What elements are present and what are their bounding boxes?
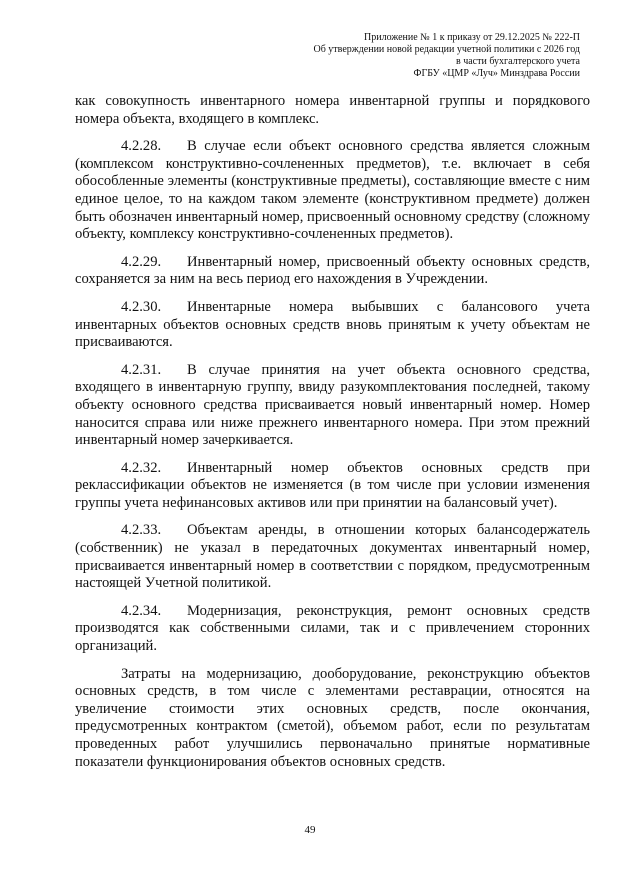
header-line: в части бухгалтерского учета: [455, 56, 580, 67]
paragraph-text: Инвентарные номера выбывших с балансового учета инвентарных объектов основных средств вновь принятым к учету объектам не присваиваются.: [75, 298, 590, 351]
page-number: 49: [304, 824, 316, 836]
paragraph-4-2-30: [75, 299, 590, 352]
paragraph: [75, 93, 590, 128]
paragraph-4-2-34: [75, 603, 590, 656]
clause-number: 4.2.28.: [121, 138, 162, 155]
paragraph-4-2-31: [75, 362, 590, 450]
paragraph-text: Инвентарный номер, присвоенный объекту основных средств, сохраняется за ним на весь период его нахождения в Учреждении.: [75, 253, 590, 288]
paragraph-4-2-29: [75, 254, 590, 289]
paragraph: [75, 666, 590, 772]
paragraph-text: Объектам аренды, в отношении которых балансодержатель (собственник) не указал в передаточных документах инвентарный номер, присваивается инвентарный номер в соответствии с порядком, предусмотренным настоящей Учетной политикой.: [75, 522, 590, 592]
paragraph-4-2-33: [75, 522, 590, 592]
page-header: [314, 32, 581, 80]
header-line: Приложение № 1 к приказу от 29.12.2025 № 222-П: [364, 32, 580, 43]
clause-number: 4.2.34.: [121, 602, 162, 619]
document-body: [75, 93, 590, 781]
paragraph-4-2-28: [75, 138, 590, 244]
header-line: ФГБУ «ЦМР «Луч» Минздрава России: [413, 68, 580, 79]
clause-number: 4.2.33.: [121, 522, 162, 539]
paragraph-4-2-32: [75, 460, 590, 513]
clause-number: 4.2.30.: [121, 298, 162, 315]
paragraph-text: как совокупность инвентарного номера инвентарной группы и порядкового номера объекта, входящего в комплекс.: [75, 93, 590, 127]
paragraph-text: Инвентарный номер объектов основных средств при реклассификации объектов не изменяется (в том числе при условии изменения группы учета нефинансовых активов или при принятии на балансовый учет).: [75, 459, 590, 511]
paragraph-text: В случае если объект основного средства является сложным (комплексом конструктивно-сочлененных предметов), т.е. включает в себя обособленные элементы (конструктивные предметы), составляющие вместе с ним единое целое, то на каждом таком элементе (конструктивном предмете) должен быть обозначен инвентарный номер, присвоенный основному средству (сложному объекту, комплексу конструктивно-сочлененных предметов).: [75, 138, 590, 243]
header-line: Об утверждении новой редакции учетной политики с 2026 год: [313, 44, 580, 55]
paragraph-text: Затраты на модернизацию, дооборудование, реконструкцию объектов основных средств, в том числе с элементами реставрации, относятся на увеличение стоимости этих основных средств, после окончания, предусмотренных контрактом (сметой), объемом работ, если по результатам проведенных работ улучшились первоначально принятые нормативные показатели функционирования объектов основных средств.: [75, 665, 590, 770]
clause-number: 4.2.31.: [121, 361, 162, 378]
paragraph-text: Модернизация, реконструкция, ремонт основных средств производятся как собственными силами, так и с привлечением сторонних организаций.: [75, 602, 590, 655]
clause-number: 4.2.32.: [121, 459, 162, 476]
clause-number: 4.2.29.: [121, 253, 162, 270]
paragraph-text: В случае принятия на учет объекта основного средства, входящего в инвентарную группу, ввиду разукомплектования последней, такому объекту основного средства присваивается новый инвентарный номер. Номер наносится справа или ниже прежнего инвентарного номера. При этом прежний инвентарный номер зачеркивается.: [75, 361, 590, 449]
